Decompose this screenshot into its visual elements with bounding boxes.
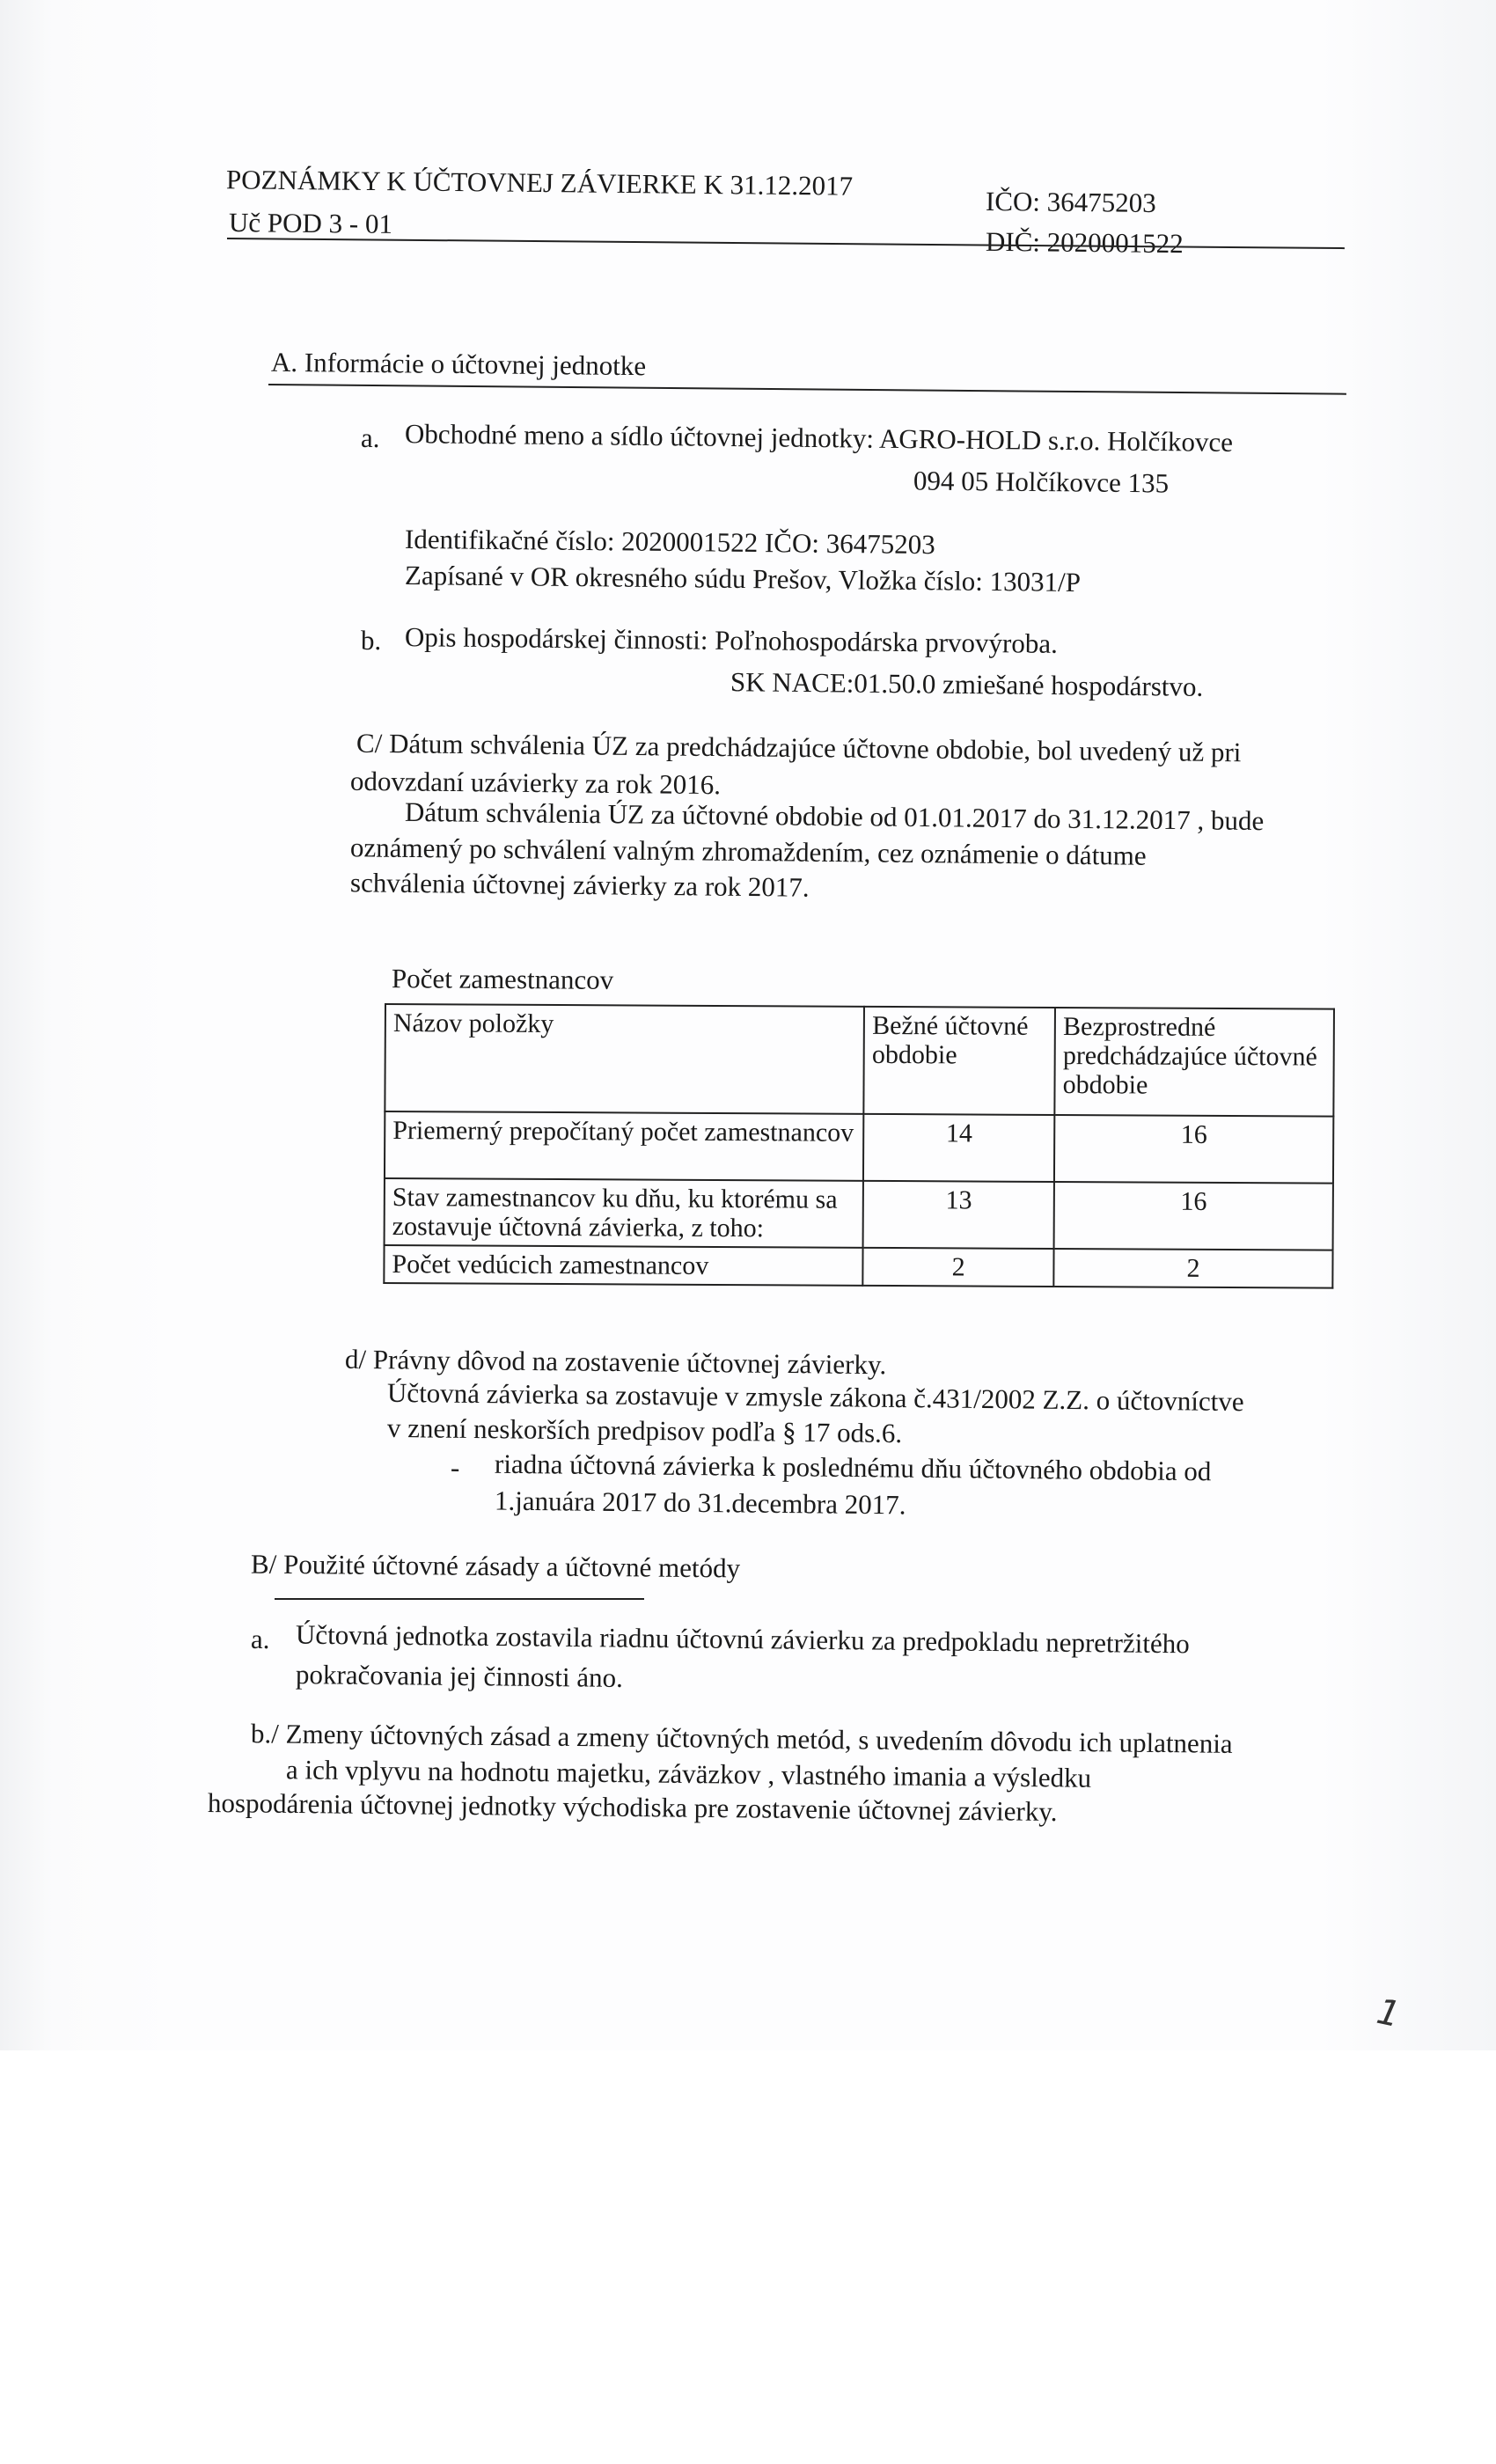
approval-line-4: oznámený po schválení valným zhromaždením, cez oznámenie o dátume <box>349 832 1147 871</box>
table-row <box>384 1245 1332 1288</box>
header-dic: DIČ: 2020001522 <box>985 225 1184 260</box>
table-row <box>385 1111 1333 1184</box>
header-ico: IČO: 36475203 <box>985 185 1156 219</box>
table-row <box>385 1178 1333 1250</box>
header-item-name: Názov položky <box>385 1004 864 1114</box>
legal-basis-line-4: riadna účtovná závierka k poslednému dňu účtovného obdobia od <box>494 1448 1212 1487</box>
going-concern-line-2: pokračovania jej činnosti áno. <box>295 1659 624 1693</box>
item-a-marker: a. <box>360 422 380 454</box>
company-name-line: Obchodné meno a sídlo účtovnej jednotky: AGRO-HOLD s.r.o. Holčíkovce <box>404 418 1234 458</box>
identification-line: Identifikačné číslo: 2020001522 IČO: 36475203 <box>404 523 935 561</box>
page-number: 1 <box>1373 1991 1404 2036</box>
legal-basis-heading: d/ Právny dôvod na zostavenie účtovnej závierky. <box>344 1343 887 1381</box>
going-concern-line-1: Účtovná jednotka zostavila riadnu účtovnú závierku za predpokladu nepretržitého <box>295 1618 1190 1660</box>
row-current-value: 14 <box>863 1114 1054 1182</box>
item-b-marker: b. <box>360 624 382 656</box>
policy-changes-line-2: a ich vplyvu na hodnotu majetku, záväzkov , vlastného imania a výsledku <box>285 1754 1092 1793</box>
section-b-item-a-marker: a. <box>250 1623 270 1655</box>
legal-basis-line-3: v znení neskorších predpisov podľa § 17 ods.6. <box>386 1412 903 1449</box>
company-address-line: 094 05 Holčíkovce 135 <box>913 465 1170 499</box>
approval-line-3: Dátum schválenia ÚZ za účtovné obdobie od 01.01.2017 do 31.12.2017 , bude <box>404 796 1265 837</box>
legal-basis-line-2: Účtovná závierka sa zostavuje v zmysle zákona č.431/2002 Z.Z. o účtovníctve <box>386 1376 1244 1418</box>
document-code: Uč POD 3 - 01 <box>228 207 393 239</box>
document-title: POZNÁMKY K ÚČTOVNEJ ZÁVIERKE K 31.12.2017 <box>225 164 854 202</box>
approval-line-5: schválenia účtovnej závierky za rok 2017. <box>349 867 810 903</box>
header-previous-period: Bezprostredné predchádzajúce účtovné obdobie <box>1055 1008 1334 1117</box>
row-current-value: 13 <box>863 1181 1054 1249</box>
employees-table <box>383 1003 1335 1289</box>
policy-changes-line-3: hospodárenia účtovnej jednotky východiska pre zostavenie účtovnej závierky. <box>207 1786 1058 1828</box>
registry-line: Zapísané v OR okresného súdu Prešov, Vložka číslo: 13031/P <box>404 559 1082 598</box>
row-label: Priemerný prepočítaný počet zamestnancov <box>385 1111 864 1181</box>
employees-caption: Počet zamestnancov <box>391 963 614 995</box>
row-previous-value: 16 <box>1054 1115 1333 1184</box>
table-header-row <box>385 1004 1334 1117</box>
row-current-value: 2 <box>863 1248 1054 1287</box>
row-label: Stav zamestnancov ku dňu, ku ktorému sa zostavuje účtovná závierka, z toho: <box>385 1178 864 1248</box>
row-previous-value: 2 <box>1053 1249 1332 1288</box>
section-a-rule <box>268 384 1346 395</box>
policy-changes-line-1: b./ Zmeny účtovných zásad a zmeny účtovných metód, s uvedením dôvodu ich uplatnenia <box>250 1718 1233 1759</box>
header-current-period: Bežné účtovné obdobie <box>864 1007 1056 1115</box>
section-a-heading: A. Informácie o účtovnej jednotke <box>270 346 647 382</box>
row-label: Počet vedúcich zamestnancov <box>384 1245 862 1286</box>
legal-basis-dash: - <box>450 1451 460 1484</box>
section-b-rule <box>275 1598 644 1600</box>
row-previous-value: 16 <box>1054 1182 1333 1250</box>
business-activity-line: Opis hospodárskej činnosti: Poľnohospodárska prvovýroba. <box>404 621 1059 659</box>
section-b-heading: B/ Použité účtovné zásady a účtovné metódy <box>250 1548 741 1584</box>
approval-line-1: C/ Dátum schválenia ÚZ za predchádzajúce účtovne obdobie, bol uvedený už pri <box>356 727 1242 768</box>
approval-line-2: odovzdaní uzávierky za rok 2016. <box>349 765 722 801</box>
legal-basis-line-5: 1.januára 2017 do 31.decembra 2017. <box>494 1485 906 1521</box>
nace-line: SK NACE:01.50.0 zmiešané hospodárstvo. <box>730 666 1204 702</box>
